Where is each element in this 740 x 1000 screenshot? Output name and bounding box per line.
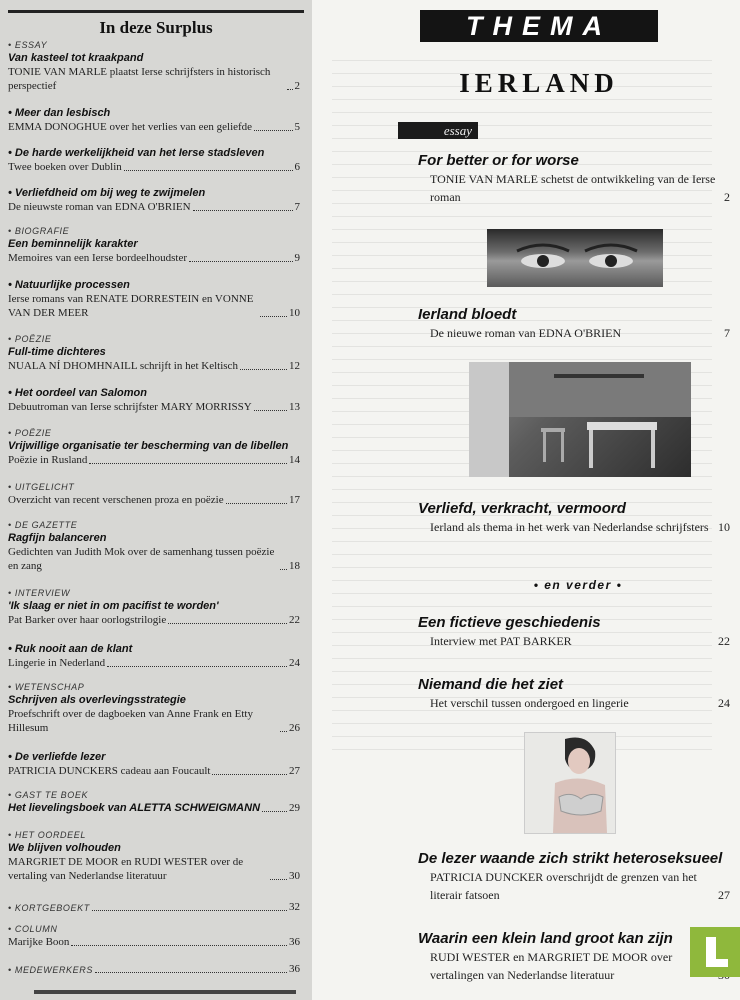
article-title: De lezer waande zich strikt heteroseksueel bbox=[418, 850, 723, 867]
toc-entry-title: • Meer dan lesbisch bbox=[8, 107, 111, 119]
toc-page: 30 bbox=[289, 870, 300, 882]
article-sub: Het verschil tussen ondergoed en lingerie bbox=[430, 696, 629, 710]
toc-entry-desc: Poëzie in Rusland bbox=[8, 454, 88, 466]
toc-entry[interactable] bbox=[8, 386, 300, 414]
toc-entry-title: • Het oordeel van Salomon bbox=[8, 387, 147, 399]
article-title: Niemand die het ziet bbox=[418, 676, 564, 693]
toc-category: • ESSAY bbox=[8, 40, 48, 50]
toc-category: • COLUMN bbox=[8, 924, 58, 934]
toc-entry-desc: Twee boeken over Dublin bbox=[8, 161, 122, 173]
toc-entry-desc: Ierse romans van RENATE DORRESTEIN en VONNE VAN DER MEER bbox=[8, 293, 254, 319]
toc-entry-title: Full-time dichteres bbox=[8, 346, 106, 358]
toc-entry-desc: TONIE VAN MARLE plaatst Ierse schrijfsters in historisch perspectief bbox=[8, 66, 271, 92]
toc-entry-title: Van kasteel tot kraakpand bbox=[8, 52, 144, 64]
toc-entry-title: • Verliefdheid om bij weg te zwijmelen bbox=[8, 187, 206, 199]
article-title: Ierland bloedt bbox=[418, 306, 517, 323]
toc-entry[interactable] bbox=[8, 924, 300, 949]
article-sub: Ierland als thema in het werk van Nederlandse schrijfsters bbox=[430, 520, 709, 534]
toc-page: 9 bbox=[294, 252, 300, 264]
toc-entry[interactable] bbox=[8, 520, 300, 573]
thema-subject: IERLAND bbox=[459, 68, 619, 98]
toc-page: 2 bbox=[294, 80, 300, 92]
toc-entry[interactable] bbox=[8, 830, 300, 883]
toc-entry[interactable] bbox=[8, 642, 300, 670]
toc-entry-title: Ragfijn balanceren bbox=[8, 532, 107, 544]
toc-page: 36 bbox=[289, 936, 300, 948]
toc-entry[interactable] bbox=[8, 146, 300, 174]
section-label: essay bbox=[398, 122, 478, 139]
toc-category: • WETENSCHAP bbox=[8, 682, 85, 692]
toc-page: 32 bbox=[289, 901, 300, 913]
article-sub: TONIE VAN MARLE schetst de ontwikkeling van de Ierse roman bbox=[430, 172, 716, 204]
toc-entry-title: • Natuurlijke processen bbox=[8, 279, 130, 291]
toc-entry[interactable] bbox=[8, 334, 300, 373]
toc-entry[interactable] bbox=[8, 106, 300, 134]
toc-category: • GAST TE BOEK bbox=[8, 790, 89, 800]
toc-category: • DE GAZETTE bbox=[8, 520, 78, 530]
article-sub: De nieuwe roman van EDNA O'BRIEN bbox=[430, 326, 622, 340]
en-verder-divider: • en verder • bbox=[533, 578, 623, 592]
toc-category: • INTERVIEW bbox=[8, 588, 71, 598]
toc-entry-desc: Proefschrift over de dagboeken van Anne Frank en Etty Hillesum bbox=[8, 708, 253, 734]
article-entry[interactable] bbox=[418, 614, 730, 650]
toc-page: 27 bbox=[289, 765, 300, 777]
toc-entry[interactable] bbox=[8, 40, 300, 93]
toc-entry-desc: Overzicht van recent verschenen proza en poëzie bbox=[8, 494, 224, 506]
article-sub: Interview met PAT BARKER bbox=[430, 634, 572, 648]
toc-entry[interactable] bbox=[8, 750, 300, 778]
toc-page: 17 bbox=[289, 494, 300, 506]
toc-page: 18 bbox=[289, 560, 300, 572]
toc-page: 7 bbox=[294, 201, 300, 213]
lingerie-photo bbox=[524, 732, 616, 834]
article-entry[interactable] bbox=[418, 930, 730, 984]
article-page: 24 bbox=[718, 696, 730, 710]
toc-entry[interactable] bbox=[8, 790, 300, 815]
toc-page: 22 bbox=[289, 614, 300, 626]
toc-entry-desc: Memoires van een Ierse bordeelhoudster bbox=[8, 252, 187, 264]
toc-page: 29 bbox=[289, 802, 300, 814]
toc-entry-title: • Ruk nooit aan de klant bbox=[8, 643, 133, 655]
article-page: 10 bbox=[718, 520, 730, 534]
article-title: Waarin een klein land groot kan zijn bbox=[418, 930, 673, 947]
toc-entry[interactable] bbox=[8, 900, 300, 914]
toc-entry-desc: Lingerie in Nederland bbox=[8, 657, 106, 669]
toc-entry-desc: Debuutroman van Ierse schrijfster MARY MORRISSY bbox=[8, 401, 252, 413]
L-logo-icon bbox=[690, 927, 740, 977]
toc-entry-desc: MARGRIET DE MOOR en RUDI WESTER over de vertaling van Nederlandse literatuur bbox=[8, 856, 244, 882]
thema-banner: THEMA bbox=[420, 10, 658, 42]
toc-entry-title: • De verliefde lezer bbox=[8, 751, 106, 763]
toc-entry-title: 'Ik slaag er niet in om pacifist te worden' bbox=[8, 600, 219, 612]
toc-category: • UITGELICHT bbox=[8, 482, 75, 492]
toc-category: • MEDEWERKERS bbox=[8, 965, 93, 975]
article-page: 2 bbox=[724, 190, 730, 204]
toc-entry-desc: Pat Barker over haar oorlogstrilogie bbox=[8, 614, 167, 626]
thema-panel bbox=[312, 0, 740, 1000]
toc-entry-title: Het lievelingsboek van ALETTA SCHWEIGMANN bbox=[8, 802, 261, 814]
article-entry[interactable] bbox=[418, 676, 730, 712]
article-page: 7 bbox=[724, 326, 730, 340]
toc-bottom-rule bbox=[34, 990, 296, 994]
toc-entry-desc: EMMA DONOGHUE over het verlies van een geliefde bbox=[8, 121, 253, 133]
toc-page: 10 bbox=[289, 307, 300, 319]
article-entry[interactable] bbox=[418, 850, 730, 904]
toc-page: 5 bbox=[294, 121, 300, 133]
toc-entry[interactable] bbox=[8, 682, 300, 735]
toc-entry-title: • De harde werkelijkheid van het Ierse stadsleven bbox=[8, 147, 265, 159]
toc-top-rule bbox=[8, 10, 304, 13]
toc-entry-desc: NUALA NÍ DHOMHNAILL schrijft in het Keltisch bbox=[8, 360, 238, 372]
toc-page: 6 bbox=[294, 161, 300, 173]
article-title: For better or for worse bbox=[418, 152, 579, 169]
toc-entry[interactable] bbox=[8, 278, 300, 320]
toc-entry-desc: Marijke Boon bbox=[8, 936, 70, 948]
article-page: 27 bbox=[718, 888, 730, 902]
toc-entry[interactable] bbox=[8, 588, 300, 627]
toc-page: 12 bbox=[289, 360, 300, 372]
eyes-photo bbox=[487, 229, 663, 287]
toc-page: 36 bbox=[289, 963, 300, 975]
article-entry[interactable] bbox=[418, 500, 730, 536]
toc-page: 14 bbox=[289, 454, 300, 466]
toc-entry[interactable] bbox=[8, 482, 300, 507]
toc-page: 24 bbox=[289, 657, 300, 669]
toc-entry-title: Een beminnelijk karakter bbox=[8, 238, 138, 250]
article-title: Een fictieve geschiedenis bbox=[418, 614, 601, 631]
toc-title: In deze Surplus bbox=[99, 18, 213, 37]
toc-entry-desc: De nieuwste roman van EDNA O'BRIEN bbox=[8, 201, 191, 213]
toc-entry-title: We blijven volhouden bbox=[8, 842, 121, 854]
toc-entry[interactable] bbox=[8, 186, 300, 214]
article-title: Verliefd, verkracht, vermoord bbox=[418, 500, 626, 517]
article-sub: PATRICIA DUNCKER overschrijdt de grenzen van het literair fatsoen bbox=[430, 870, 697, 902]
toc-page: 13 bbox=[289, 401, 300, 413]
article-page: 22 bbox=[718, 634, 730, 648]
article-sub: RUDI WESTER en MARGRIET DE MOOR over vertalingen van Nederlandse literatuur bbox=[430, 950, 673, 982]
room-photo bbox=[469, 362, 691, 477]
article-entry[interactable] bbox=[418, 306, 730, 342]
toc-entry-desc: PATRICIA DUNCKERS cadeau aan Foucault bbox=[8, 765, 211, 777]
toc-page: 26 bbox=[289, 722, 300, 734]
toc-entry-title: Schrijven als overlevingsstrategie bbox=[8, 694, 186, 706]
toc-entry[interactable] bbox=[8, 962, 300, 976]
toc-entry-title: Vrijwillige organisatie ter bescherming van de libellen bbox=[8, 440, 289, 452]
toc-entry[interactable] bbox=[8, 226, 300, 265]
toc-entry[interactable] bbox=[8, 428, 300, 467]
toc-category: • KORTGEBOEKT bbox=[8, 903, 90, 913]
toc-panel bbox=[0, 0, 312, 1000]
toc-category: • POËZIE bbox=[8, 334, 52, 344]
toc-category: • BIOGRAFIE bbox=[8, 226, 70, 236]
toc-category: • HET OORDEEL bbox=[8, 830, 86, 840]
toc-entry-desc: Gedichten van Judith Mok over de samenhang tussen poëzie en zang bbox=[8, 546, 275, 572]
toc-category: • POËZIE bbox=[8, 428, 52, 438]
article-entry[interactable] bbox=[418, 152, 730, 206]
